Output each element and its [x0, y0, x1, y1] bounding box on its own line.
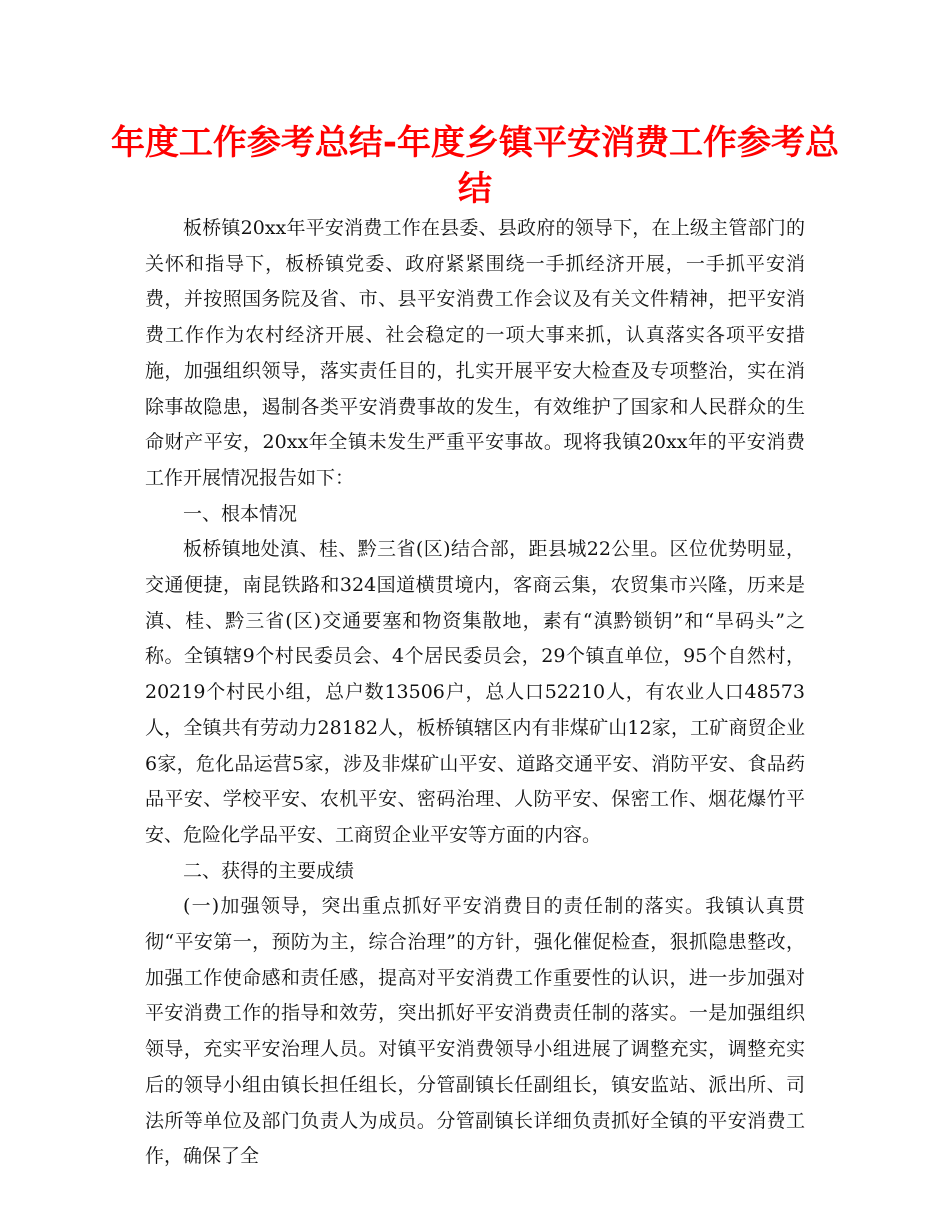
- document-title: 年度工作参考总结-年度乡镇平安消费工作参考总结: [110, 123, 840, 209]
- paragraph-achievements: (一)加强领导，突出重点抓好平安消费目的责任制的落实。我镇认真贯彻“平安第一，预防为主，综合治理”的方针，强化催促检查，狠抓隐患整改，加强工作使命感和责任感，提高对平安消费工作重要性的认识，进一步加强对平安消费工作的指导和效劳，突出抓好平安消费责任制的落实。一是加强组织领导，充实平安治理人员。对镇平安消费领导小组进展了调整充实，调整充实后的领导小组由镇长担任组长，分管副镇长任副组长，镇安监站、派出所、司法所等单位及部门负责人为成员。分管副镇长详细负责抓好全镇的平安消费工作，确保了全: [145, 895, 805, 1168]
- section-heading-achievements: 二、获得的主要成绩: [183, 859, 355, 882]
- section-heading-basic-situation: 一、根本情况: [183, 502, 298, 525]
- document-body: [145, 211, 805, 1175]
- paragraph-intro: 板桥镇20xx年平安消费工作在县委、县政府的领导下，在上级主管部门的关怀和指导下，板桥镇党委、政府紧紧围绕一手抓经济开展，一手抓平安消费，并按照国务院及省、市、县平安消费工作会议及有关文件精神，把平安消费工作作为农村经济开展、社会稳定的一项大事来抓，认真落实各项平安措施，加强组织领导，落实责任目的，扎实开展平安大检查及专项整治，实在消除事故隐患，遏制各类平安消费事故的发生，有效维护了国家和人民群众的生命财产平安，20xx年全镇未发生严重平安事故。现将我镇20xx年的平安消费工作开展情况报告如下：: [145, 217, 805, 489]
- paragraph-basic-situation: 板桥镇地处滇、桂、黔三省(区)结合部，距县城22公里。区位优势明显，交通便捷，南昆铁路和324国道横贯境内，客商云集，农贸集市兴隆，历来是滇、桂、黔三省(区)交通要塞和物资集散地，素有“滇黔锁钥”和“旱码头”之称。全镇辖9个村民委员会、4个居民委员会，29个镇直单位，95个自然村，20219个村民小组，总户数13506户，总人口52210人，有农业人口48573人，全镇共有劳动力28182人，板桥镇辖区内有非煤矿山12家，工矿商贸企业6家，危化品运营5家，涉及非煤矿山平安、道路交通平安、消防平安、食品药品平安、学校平安、农机平安、密码治理、人防平安、保密工作、烟花爆竹平安、危险化学品平安、工商贸企业平安等方面的内容。: [145, 538, 805, 846]
